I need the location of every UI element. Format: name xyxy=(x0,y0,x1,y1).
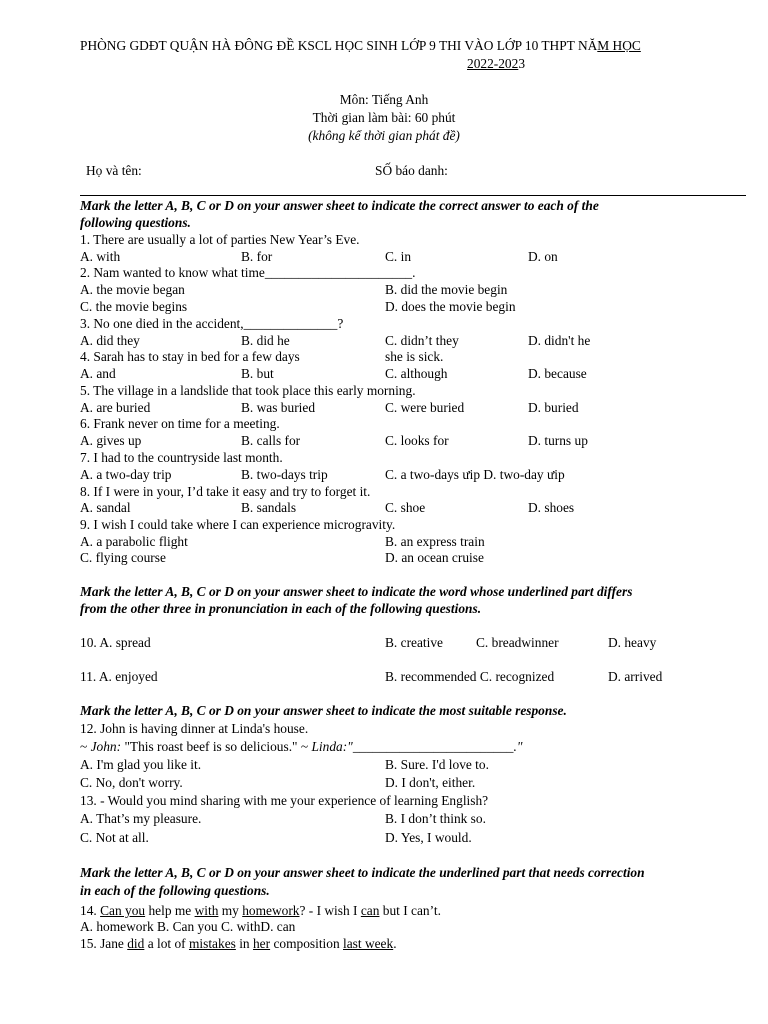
q4-option-b: B. but xyxy=(241,366,274,381)
q8-option-b: B. sandals xyxy=(241,500,297,515)
q2-option-c: C. the movie begins xyxy=(80,299,188,314)
name-label: Họ và tên: xyxy=(86,163,142,178)
q12-dialogue-prefix: ~ xyxy=(80,739,91,754)
q8-option-d: D. shoes xyxy=(528,500,575,515)
q6-option-d: D. turns up xyxy=(528,433,588,448)
q14-underlined-a: Can you xyxy=(100,903,146,918)
q3-option-c: C. didn’t they xyxy=(385,333,459,348)
q3-option-d: D. didn't he xyxy=(528,333,591,348)
q8-stem: 8. If I were in your, I’d take it easy and try to forget it. xyxy=(80,484,371,499)
q14-text-2: my xyxy=(218,903,243,918)
q10-option-c: C. breadwinner xyxy=(476,635,559,650)
q14-options: A. homework B. Can you C. withD. can xyxy=(80,919,296,934)
q14-stem xyxy=(80,903,441,919)
q7-option-a: A. a two-day trip xyxy=(80,467,172,482)
q2-stem: 2. Nam wanted to know what time______________________. xyxy=(80,265,416,280)
q6-stem: 6. Frank never on time for a meeting. xyxy=(80,416,280,431)
q2-option-b: B. did the movie begin xyxy=(385,282,508,297)
q10-option-b: B. creative xyxy=(385,635,443,650)
q15-text-2: in xyxy=(235,936,253,951)
q1-option-d: D. on xyxy=(528,249,558,264)
q4-stem-end: she is sick. xyxy=(385,349,444,364)
q4-stem: 4. Sarah has to stay in bed for a few days xyxy=(80,349,300,364)
header-year-part1: 2022-202 xyxy=(467,56,519,71)
header-title-part2: M HỌC xyxy=(597,38,641,53)
q15-text-3: composition xyxy=(270,936,343,951)
q9-option-c: C. flying course xyxy=(80,550,166,565)
q4-option-c: C. although xyxy=(385,366,448,381)
section2-instruction-line2: from the other three in pronunciation in each of the following questions. xyxy=(80,601,482,616)
q4-option-d: D. because xyxy=(528,366,587,381)
q1-stem: 1. There are usually a lot of parties New Year’s Eve. xyxy=(80,232,360,247)
q5-option-d: D. buried xyxy=(528,400,579,415)
q12-option-c: C. No, don't worry. xyxy=(80,775,183,790)
header-year-part2: 3 xyxy=(518,56,526,71)
q12-option-b: B. Sure. I'd love to. xyxy=(385,757,489,772)
header-title-line1 xyxy=(80,38,641,54)
q2-option-a: A. the movie began xyxy=(80,282,185,297)
q1-option-c: C. in xyxy=(385,249,412,264)
header-title-line2 xyxy=(467,56,525,72)
section1-instruction-line2: following questions. xyxy=(80,215,191,230)
section4-instruction-line2: in each of the following questions. xyxy=(80,883,270,898)
q12-option-d: D. I don't, either. xyxy=(385,775,476,790)
q12-answer-blank: ________________________ xyxy=(352,739,514,754)
q9-option-a: A. a parabolic flight xyxy=(80,534,188,549)
q9-option-b: B. an express train xyxy=(385,534,485,549)
section2-instruction-line1: Mark the letter A, B, C or D on your answer sheet to indicate the word whose underlined part differs xyxy=(80,584,633,599)
q15-underlined-c: her xyxy=(252,936,271,951)
q9-stem: 9. I wish I could take where I can experience microgravity. xyxy=(80,517,396,532)
subject-line: Môn: Tiếng Anh xyxy=(339,92,429,107)
q13-option-d: D. Yes, I would. xyxy=(385,830,472,845)
section3-instruction: Mark the letter A, B, C or D on your answer sheet to indicate the most suitable response. xyxy=(80,703,567,718)
q15-text-4: . xyxy=(393,936,397,951)
header-divider xyxy=(80,195,746,196)
q14-underlined-c: homework xyxy=(242,903,300,918)
q7-stem: 7. I had to the countryside last month. xyxy=(80,450,283,465)
q4-option-a: A. and xyxy=(80,366,116,381)
q6-option-a: A. gives up xyxy=(80,433,142,448)
q12-speaker-john: John: xyxy=(90,739,122,754)
q1-option-a: A. with xyxy=(80,249,121,264)
q15-underlined-b: mistakes xyxy=(188,936,236,951)
id-label: SỐ báo danh: xyxy=(375,163,448,178)
q15-underlined-a: did xyxy=(127,936,145,951)
q14-number: 14. xyxy=(80,903,101,918)
q3-option-b: B. did he xyxy=(241,333,290,348)
q15-underlined-d: last week xyxy=(343,936,394,951)
q8-option-c: C. shoe xyxy=(385,500,426,515)
q10-option-a: 10. A. spread xyxy=(80,635,151,650)
q15-number: 15. Jane xyxy=(80,936,128,951)
time-line: Thời gian làm bài: 60 phút xyxy=(312,110,456,125)
q6-option-c: C. looks for xyxy=(385,433,449,448)
q14-text-1: help me xyxy=(145,903,195,918)
q10-option-d: D. heavy xyxy=(608,635,657,650)
q14-text-4: but I can’t. xyxy=(379,903,441,918)
q3-stem: 3. No one died in the accident,______________? xyxy=(80,316,344,331)
q13-option-c: C. Not at all. xyxy=(80,830,149,845)
q15-stem xyxy=(80,936,397,952)
section4-instruction-line1: Mark the letter A, B, C or D on your answer sheet to indicate the underlined part that needs correction xyxy=(80,865,645,880)
section1-instruction-line1: Mark the letter A, B, C or D on your answer sheet to indicate the correct answer to each of the xyxy=(80,198,599,213)
q13-option-a: A. That’s my pleasure. xyxy=(80,811,202,826)
q12-stem: 12. John is having dinner at Linda's house. xyxy=(80,721,309,736)
q12-speaker-linda: Linda:" xyxy=(311,739,353,754)
q7-option-b: B. two-days trip xyxy=(241,467,328,482)
q5-stem: 5. The village in a landslide that took place this early morning. xyxy=(80,383,416,398)
q12-dialogue xyxy=(80,739,522,755)
q2-option-d: D. does the movie begin xyxy=(385,299,516,314)
q5-option-b: B. was buried xyxy=(241,400,316,415)
q11-option-d: D. arrived xyxy=(608,669,663,684)
q14-underlined-d: can xyxy=(360,903,380,918)
q15-text-1: a lot of xyxy=(144,936,189,951)
q1-option-b: B. for xyxy=(241,249,273,264)
q12-dialogue-text: "This roast beef is so delicious." ~ xyxy=(121,739,312,754)
q3-option-a: A. did they xyxy=(80,333,140,348)
q11-option-bc: B. recommended C. recognized xyxy=(385,669,555,684)
q5-option-c: C. were buried xyxy=(385,400,465,415)
q14-text-3: ? - I wish I xyxy=(299,903,361,918)
q9-option-d: D. an ocean cruise xyxy=(385,550,484,565)
q11-option-a: 11. A. enjoyed xyxy=(80,669,158,684)
q6-option-b: B. calls for xyxy=(241,433,301,448)
q7-option-cd: C. a two-days ưip D. two-day ưip xyxy=(385,467,565,482)
q14-underlined-b: with xyxy=(194,903,219,918)
q5-option-a: A. are buried xyxy=(80,400,151,415)
header-title-part1: PHÒNG GDĐT QUẬN HÀ ĐÔNG ĐỀ KSCL HỌC SINH LỚP 9 THI VÀO LỚP 10 THPT NĂ xyxy=(80,38,598,53)
q12-option-a: A. I'm glad you like it. xyxy=(80,757,202,772)
q8-option-a: A. sandal xyxy=(80,500,131,515)
q12-dialogue-close: ." xyxy=(513,739,523,754)
time-note: (không kể thời gian phát đề) xyxy=(308,128,460,143)
q13-option-b: B. I don’t think so. xyxy=(385,811,486,826)
q13-stem: 13. - Would you mind sharing with me your experience of learning English? xyxy=(80,793,489,808)
